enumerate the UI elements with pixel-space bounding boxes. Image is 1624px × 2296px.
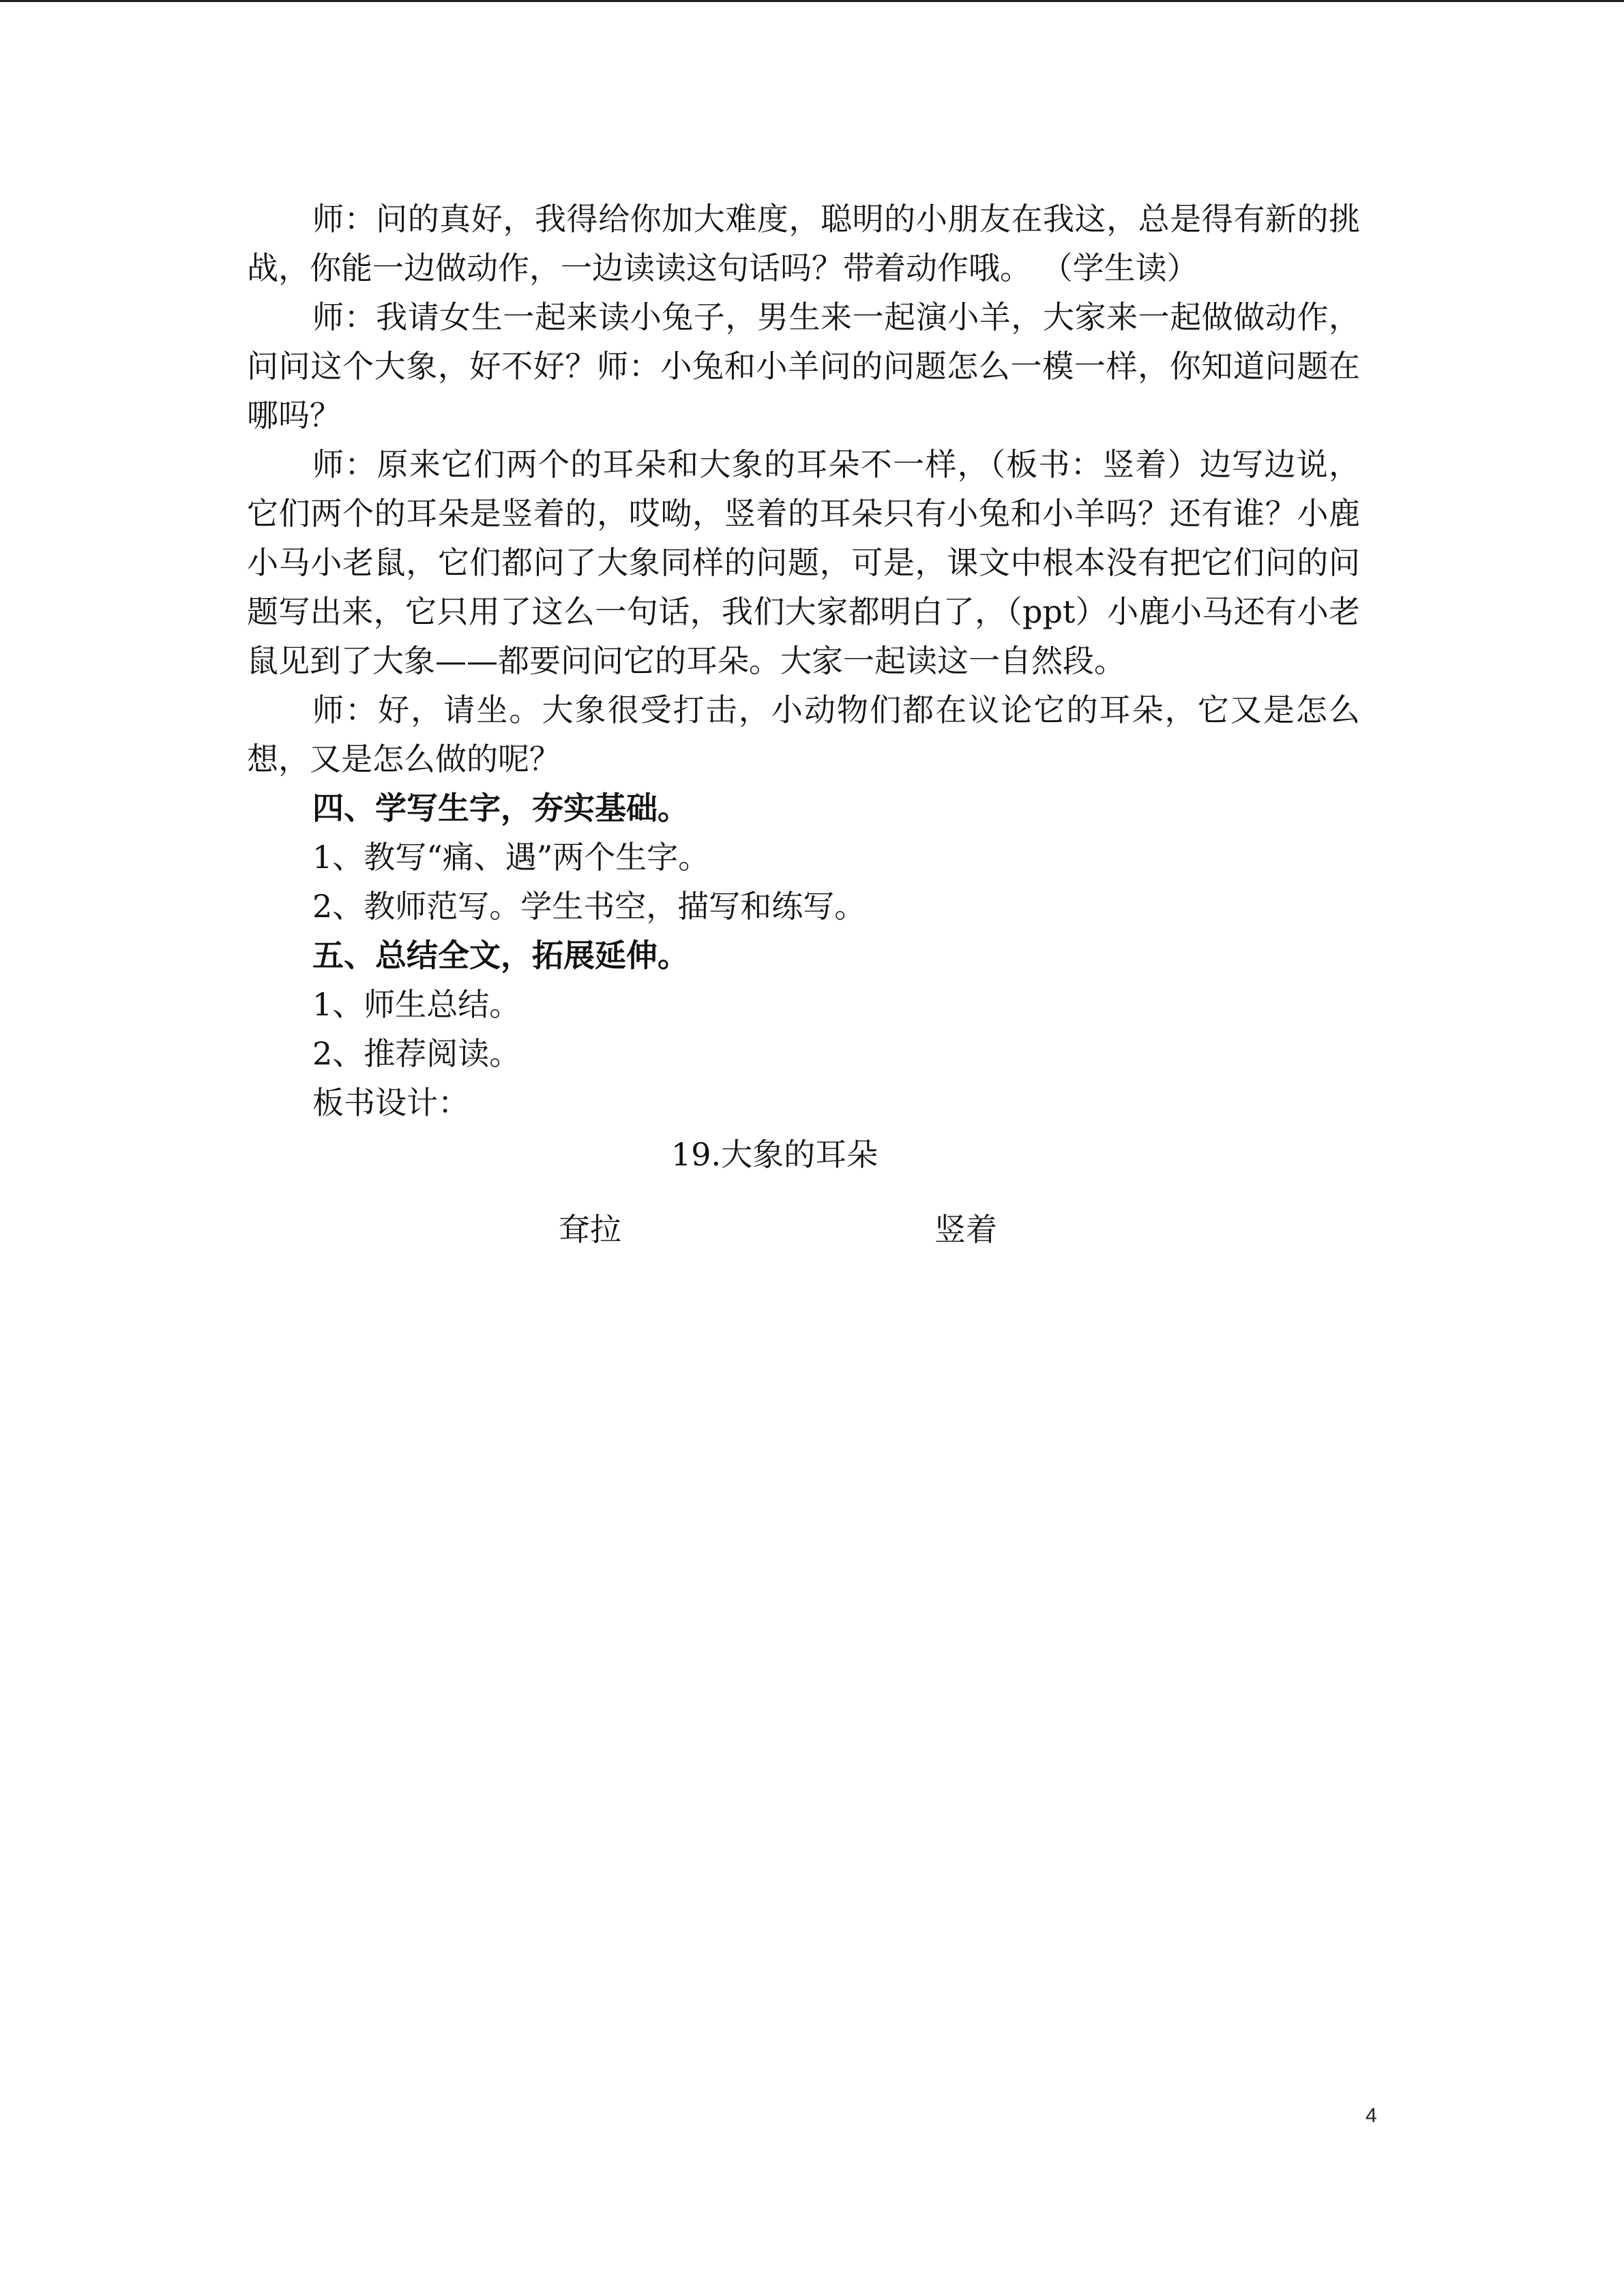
list-item: 1、师生总结。 (312, 986, 521, 1023)
paragraph-elephant-thinks: 师：好，请坐。大象很受打击，小动物们都在议论它的耳朵，它又是怎么想，又是怎么做的呢？ (247, 691, 1360, 777)
paragraph-upright-ears: 师：原来它们两个的耳朵和大象的耳朵不一样，（板书：竖着）边写边说，它们两个的耳朵是竖着的，哎呦，竖着的耳朵只有小兔和小羊吗？还有谁？小鹿小马小老鼠，它们都问了大象同样的问题，可是，课文中根本没有把它们问的问题写出来，它只用了这么一句话，我们大家都明白了，（ppt）小鹿小马还有小老鼠见到了大象——都要问问它的耳朵。大家一起读这一自然段。 (247, 446, 1360, 679)
top-border-line (0, 0, 1624, 2)
list-item: 1、教写“痛、遇”两个生字。 (312, 839, 710, 876)
board-design-label: 板书设计： (312, 1084, 469, 1121)
list-item: 2、教师范写。学生书空，描写和练写。 (312, 888, 866, 925)
board-title: 19.大象的耳朵 (671, 1136, 879, 1173)
paragraph-teacher-challenge: 师：问的真好，我得给你加大难度，聪明的小朋友在我这，总是得有新的挑战，你能一边做动作，一边读读这句话吗？带着动作哦。 （学生读） (247, 200, 1360, 286)
section-heading-learn-characters: 四、学写生字，夯实基础。 (312, 790, 689, 826)
section-heading-summary: 五、总结全文，拓展延伸。 (312, 937, 689, 974)
board-keywords (247, 1205, 1360, 1254)
board-keyword-left: 耷拉 (559, 1211, 621, 1248)
page-number: 4 (1365, 2104, 1377, 2127)
list-item: 2、推荐阅读。 (312, 1035, 521, 1072)
board-keyword-right: 竖着 (934, 1211, 997, 1248)
paragraph-roles-reading: 师：我请女生一起来读小兔子，男生来一起演小羊，大家来一起做做动作，问问这个大象，好不好？师：小兔和小羊问的问题怎么一模一样，你知道问题在哪吗？ (247, 299, 1360, 434)
document-body (247, 194, 1360, 1254)
